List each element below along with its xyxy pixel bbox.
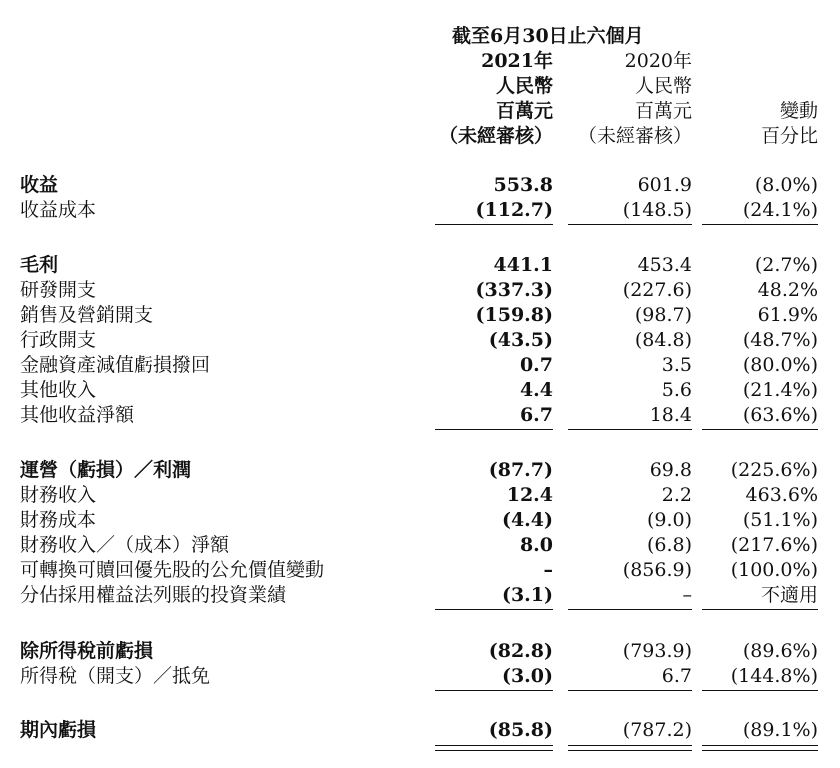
row-change: (100.0%) xyxy=(730,559,818,581)
row-label-impairment-reversal: 金融資產減值虧損撥回 xyxy=(20,354,211,376)
subtotal-rule xyxy=(568,690,692,691)
row-value-2021: (4.4) xyxy=(501,509,553,531)
row-label-selling-marketing: 銷售及營銷開支 xyxy=(20,304,154,326)
row-value-2020: 601.9 xyxy=(637,174,692,196)
row-label-loss-before-tax: 除所得稅前虧損 xyxy=(20,640,154,662)
row-label-operating-result: 運營（虧損）／利潤 xyxy=(20,459,192,481)
row-change: (63.6%) xyxy=(742,404,818,426)
subtotal-rule xyxy=(435,429,553,430)
row-label-share-of-investments: 分佔採用權益法列賬的投資業績 xyxy=(20,584,287,606)
subtotal-rule xyxy=(568,429,692,430)
row-label-finance-income: 財務收入 xyxy=(20,484,97,506)
row-label-revenue: 收益 xyxy=(20,174,59,196)
header-2020-audit: （未經審核） xyxy=(577,125,692,147)
row-label-income-tax: 所得稅（開支）／抵免 xyxy=(20,665,211,687)
row-value-2021: 0.7 xyxy=(519,354,553,376)
row-change: (2.7%) xyxy=(754,254,818,276)
row-change: 不適用 xyxy=(760,584,818,606)
row-label-other-gains-net: 其他收益淨額 xyxy=(20,404,135,426)
row-label-admin-expenses: 行政開支 xyxy=(20,329,97,351)
row-change: (48.7%) xyxy=(742,329,818,351)
row-change: 48.2% xyxy=(757,279,818,301)
row-value-2020: (856.9) xyxy=(622,559,692,581)
row-value-2021: 553.8 xyxy=(493,174,553,196)
row-value-2020: 6.7 xyxy=(661,665,692,687)
row-change: (225.6%) xyxy=(730,459,818,481)
subtotal-rule xyxy=(702,690,818,691)
row-value-2021: (87.7) xyxy=(488,459,553,481)
subtotal-rule xyxy=(435,609,553,610)
row-value-2020: (84.8) xyxy=(634,329,692,351)
header-2020-currency: 人民幣 xyxy=(634,75,692,97)
row-value-2021: 8.0 xyxy=(519,534,553,556)
row-value-2021: (337.3) xyxy=(475,279,553,301)
row-value-2020: (9.0) xyxy=(646,509,692,531)
row-label-cost-of-revenue: 收益成本 xyxy=(20,199,97,221)
row-label-fair-value-change: 可轉換可贖回優先股的公允價值變動 xyxy=(20,559,325,581)
row-change: (8.0%) xyxy=(754,174,818,196)
row-value-2020: (787.2) xyxy=(622,719,692,741)
row-label-gross-profit: 毛利 xyxy=(20,254,59,276)
total-double-rule xyxy=(702,745,818,751)
header-2020-year: 2020年 xyxy=(624,50,692,72)
subtotal-rule xyxy=(702,609,818,610)
period-header: 截至6月30日止六個月 xyxy=(452,25,644,47)
subtotal-rule xyxy=(568,609,692,610)
row-value-2021: (3.0) xyxy=(501,665,553,687)
total-double-rule xyxy=(568,745,692,751)
row-label-rd-expenses: 研發開支 xyxy=(20,279,97,301)
header-2021-unit: 百萬元 xyxy=(495,100,553,122)
header-change: 變動 xyxy=(779,100,818,122)
total-double-rule xyxy=(435,745,553,751)
row-value-2020: (148.5) xyxy=(622,199,692,221)
header-2021-audit: （未經審核） xyxy=(438,125,553,147)
row-label-other-income: 其他收入 xyxy=(20,379,97,401)
subtotal-rule xyxy=(435,690,553,691)
row-value-2021: 4.4 xyxy=(519,379,553,401)
subtotal-rule xyxy=(568,224,692,225)
row-value-2021: – xyxy=(543,559,553,581)
row-change: (21.4%) xyxy=(742,379,818,401)
row-value-2020: 3.5 xyxy=(661,354,692,376)
header-2020-unit: 百萬元 xyxy=(634,100,692,122)
header-percent: 百分比 xyxy=(760,125,818,147)
row-value-2020: 453.4 xyxy=(637,254,692,276)
row-value-2021: 12.4 xyxy=(506,484,553,506)
row-value-2020: (98.7) xyxy=(634,304,692,326)
row-change: (89.6%) xyxy=(742,640,818,662)
header-2021-year: 2021年 xyxy=(481,50,553,72)
row-value-2020: 69.8 xyxy=(649,459,692,481)
subtotal-rule xyxy=(702,429,818,430)
row-label-finance-costs: 財務成本 xyxy=(20,509,97,531)
row-change: (51.1%) xyxy=(742,509,818,531)
row-change: 463.6% xyxy=(745,484,818,506)
row-value-2020: 18.4 xyxy=(649,404,692,426)
row-change: (144.8%) xyxy=(730,665,818,687)
subtotal-rule xyxy=(702,224,818,225)
row-change: (217.6%) xyxy=(730,534,818,556)
row-value-2020: 2.2 xyxy=(661,484,692,506)
row-change: (80.0%) xyxy=(742,354,818,376)
row-value-2021: (112.7) xyxy=(475,199,553,221)
row-label-finance-net: 財務收入／（成本）淨額 xyxy=(20,534,230,556)
row-value-2021: (43.5) xyxy=(488,329,553,351)
row-value-2020: (6.8) xyxy=(646,534,692,556)
row-value-2021: (85.8) xyxy=(488,719,553,741)
row-change: 61.9% xyxy=(757,304,818,326)
row-value-2021: (82.8) xyxy=(488,640,553,662)
row-value-2021: (3.1) xyxy=(501,584,553,606)
row-value-2020: (793.9) xyxy=(622,640,692,662)
row-value-2020: – xyxy=(682,584,692,606)
header-2021-currency: 人民幣 xyxy=(495,75,553,97)
subtotal-rule xyxy=(435,224,553,225)
row-value-2020: (227.6) xyxy=(622,279,692,301)
row-value-2021: (159.8) xyxy=(475,304,553,326)
row-label-loss-for-period: 期內虧損 xyxy=(20,719,97,741)
row-value-2021: 441.1 xyxy=(493,254,553,276)
row-change: (89.1%) xyxy=(742,719,818,741)
row-value-2020: 5.6 xyxy=(661,379,692,401)
row-change: (24.1%) xyxy=(742,199,818,221)
row-value-2021: 6.7 xyxy=(519,404,553,426)
